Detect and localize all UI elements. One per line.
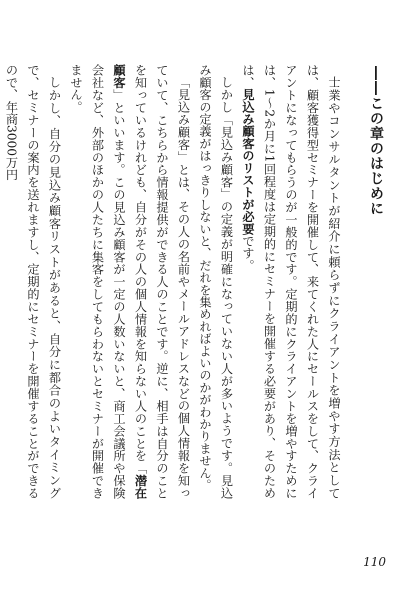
paragraph-3 xyxy=(65,64,194,499)
paragraph-2 xyxy=(194,64,237,499)
paragraph-4-text: しかし、自分の見込み顧客リストがあると、自分に都合のよいタイミングで、セミナーの案内を送れますし、定期的にセミナーを開催することができるので、年商3000万円 xyxy=(4,64,62,499)
paragraph-1 xyxy=(237,64,345,499)
paragraph-1-text-a: 士業やコンサルタントが紹介に頼らずにクライアントを増やす方法としては、顧客獲得型セミナーを開催して、来てくれた人にセールスをして、クライアントになってもらうのが一般的です。定期的にクライアントを増やすためには、1〜2か月に1回程度は定期的にセミナーを開催する必要があり、そのためは、 xyxy=(241,64,341,499)
chapter-heading: ――この章のはじめに xyxy=(368,66,384,216)
paragraph-2-text: しかし「見込み顧客」の定義が明確になっていない人が多いようです。見込み顧客の定義がはっきりしないと、だれを集めればよいのかがわかりません。 xyxy=(198,64,234,499)
paragraph-3-emphasis: 潜在顧客 xyxy=(112,64,148,499)
paragraph-1-emphasis: 見込み顧客のリストが必要 xyxy=(241,88,255,235)
paragraph-3-text-a: 「見込み顧客」とは、その人の名前やメールアドレスなどの個人情報を知っていて、こちらから情報提供ができる人のことです。逆に、相手は自分のことを知っているけれども、自分がその人の個人情報を知らない人のことを「 xyxy=(133,64,191,499)
paragraph-1-text-b: です。 xyxy=(241,234,255,272)
page-number: 110 xyxy=(363,555,386,569)
paragraph-3-text-b: 」といいます。この見込み顧客が一定の人数いないと、商工会議所や保険会社など、外部のほかの人たちに集客をしてもらわないとセミナーが開催できません。 xyxy=(69,64,126,499)
paragraph-4 xyxy=(0,64,65,499)
body-text xyxy=(4,64,344,499)
